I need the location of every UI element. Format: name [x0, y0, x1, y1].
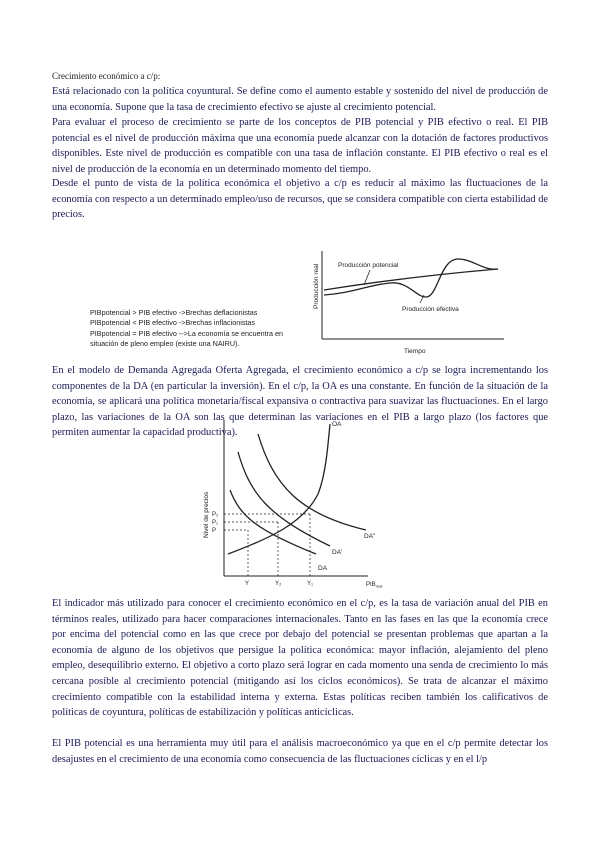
ad-as-ylabel: Nivel de precios	[203, 491, 210, 538]
potential-production-line	[324, 269, 498, 290]
paragraph-definition: Está relacionado con la política coyuntural. Se define como el aumento estable y sostenido del nivel de producción de una economía. Supone que la tasa de crecimiento efectivo se ajuste al crecimiento potencial.	[52, 86, 548, 113]
production-chart-ylabel: Producción real	[313, 263, 320, 309]
price-label-p: P	[212, 528, 217, 534]
production-chart	[308, 245, 508, 357]
ad-as-chart	[198, 414, 398, 590]
ad-as-xlabel-main: PIB	[366, 582, 376, 588]
relation-deflationary: PIBpotencial > PIB efectivo ->Brechas deflacionistas	[90, 308, 258, 317]
ad-as-xlabel	[366, 582, 382, 589]
price-label-p1: P₁	[212, 520, 219, 526]
gap-relations	[90, 308, 300, 350]
effective-production-label: Producción efectiva	[402, 306, 459, 313]
output-label-y2: Y₂	[275, 581, 282, 587]
ad-as-xlabel-sub: real	[375, 583, 383, 589]
da1-curve	[238, 452, 330, 546]
relation-inflationary: PIBpotencial < PIB efectivo ->Brechas inflacionistas	[90, 318, 256, 328]
paragraph-indicator: El indicador más utilizado para conocer el crecimiento económico en el c/p, es la tasa de variación anual del PIB en términos reales, utilizado para hacer comparaciones internacionales. Tanto en las fases en las que la economía crece por encima del potencial como en las que crece por debajo del potencial se presentan problemas que apartan a la economía de alguno de los objetivos que persigue la política económica: mayor inflación, alejamiento del pleno empleo, desequilibrio externo. El objetivo a corto plazo será lograr en cada momento una senda de crecimiento lo más cercana posible al crecimiento potencial (mitigando así los ciclos económicos). Se trata de alcanzar el máximo crecimiento compatible con la estabilidad interna y externa. Estas políticas reciben también los calificativos de políticas de coyuntura, políticas de estabilización y políticas anticíclicas.	[52, 598, 548, 719]
da2-curve	[258, 434, 366, 530]
relation-full-employment: PIBpotencial = PIB efectivo -->La economía se encuentra en	[90, 328, 283, 338]
paragraph-policy-objective: Desde el punto de vista de la política económica el objetivo a c/p es reducir al máximo las fluctuaciones de la economía con respecto a un determinado empleo/uso de recursos, que se considera compatible con cierta estabilidad de precios.	[52, 178, 548, 221]
relation-full-employment-cont: situación de pleno empleo (existe una NAIRU).	[90, 339, 240, 349]
paragraph-pib-tool: El PIB potencial es una herramienta muy útil para el análisis macroeconómico ya que en el c/p permite detectar los desajustes en el crecimiento de una economía como consecuencia de las fluctuaciones cíclicas y en el l/p	[52, 738, 548, 765]
output-label-y: Y	[245, 581, 250, 587]
da2-label: DA"	[364, 533, 376, 540]
output-label-y1: Y₁	[307, 581, 314, 587]
oa-label: OA	[332, 421, 342, 428]
price-label-p2: P₂	[212, 512, 219, 518]
paragraph-pib-concepts: Para evaluar el proceso de crecimiento se parte de los conceptos de PIB potencial y PIB efectivo o real. El PIB potencial es el nivel de producción máxima que una economía puede alcanzar con la dotación de factores productivos disponibles. Este nivel de producción es compatible con una tasa de inflación constante. El PIB efectivo o real es el nivel de producción de la economía en un determinado momento del tiempo.	[52, 117, 548, 175]
section-heading: Crecimiento económico a c/p:	[52, 71, 161, 81]
production-chart-xlabel: Tiempo	[404, 348, 426, 355]
oa-curve	[228, 424, 330, 554]
da1-label: DA'	[332, 549, 343, 556]
paragraph-da-oa-model: En el modelo de Demanda Agregada Oferta Agregada, el crecimiento económico a c/p se logra incrementando los componentes de la DA (en particular la inversión). En el c/p, la OA es una constante. En función de la situación de la economía, se aplicará una política monetaria/fiscal expansiva o contractiva para suavizar las fluctuaciones. En el largo plazo, las variaciones de la OA son las que determinan las variaciones en el PIB a largo plazo (los factores que permiten aumentar la capacidad productiva).	[52, 365, 548, 439]
da-label: DA	[318, 565, 328, 572]
potential-production-label: Producción potencial	[338, 262, 399, 269]
